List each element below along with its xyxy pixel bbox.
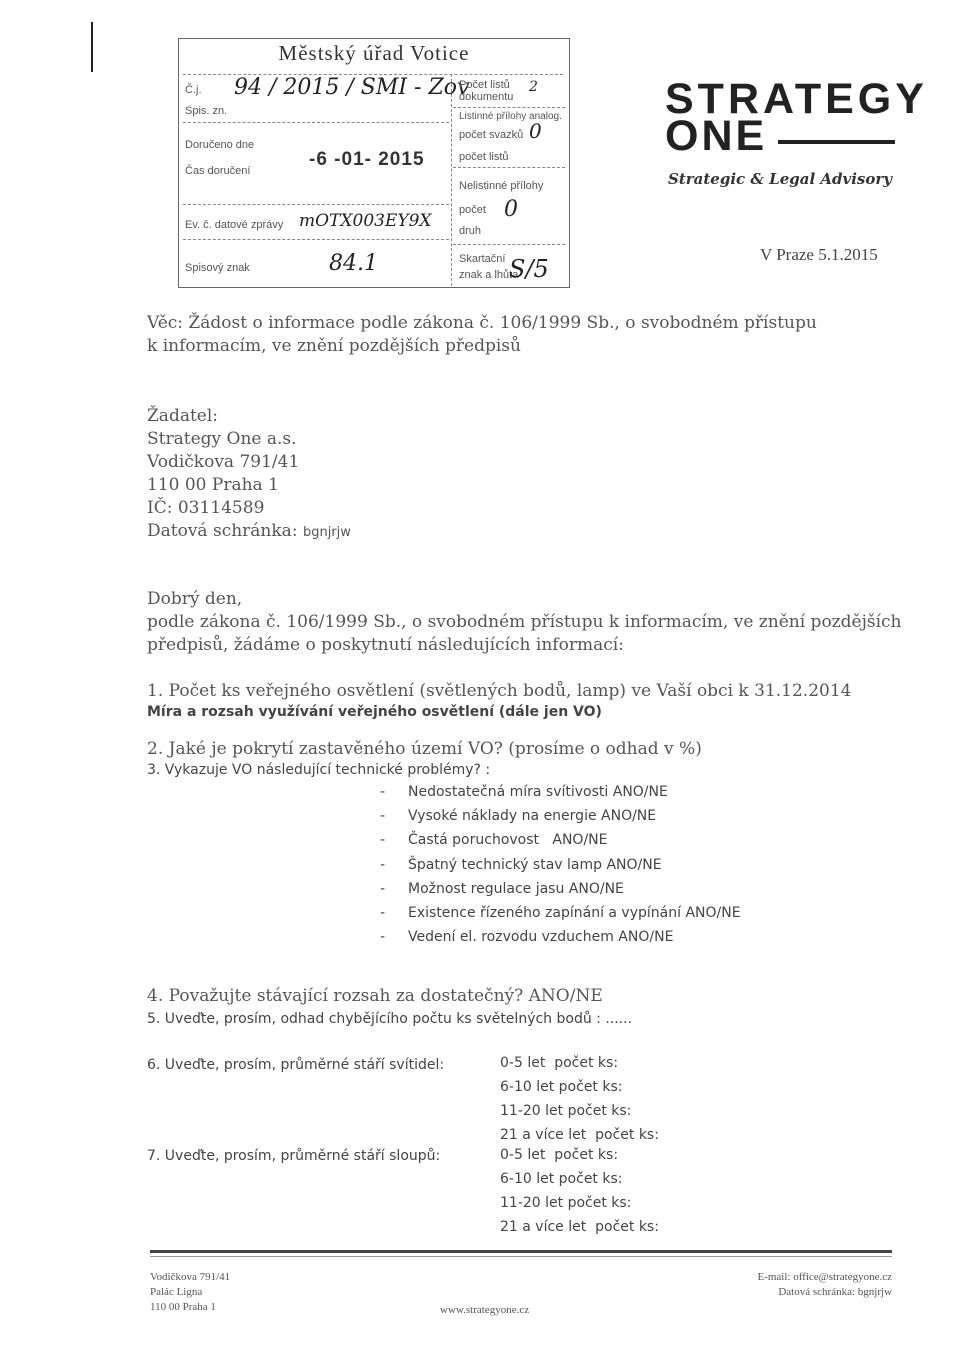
problem-dash: - xyxy=(380,856,386,873)
logo-subtitle: ONE xyxy=(665,112,768,160)
subject xyxy=(147,312,817,358)
problem-item xyxy=(380,828,800,852)
place-date: V Praze 5.1.2015 xyxy=(760,245,878,264)
problem-dash: - xyxy=(380,929,386,946)
age-group: 6-10 let počet ks: xyxy=(500,1171,623,1187)
intro xyxy=(147,611,901,657)
question-1: 1. Počet ks veřejného osvětlení (světlených bodů, lamp) ve Vaší obci k 31.12.2014 xyxy=(147,681,852,701)
stamp-hand-pocet: 0 xyxy=(504,197,518,222)
question-2: 2. Jaké je pokrytí zastavěného území VO? (prosíme o odhad v %) xyxy=(147,739,702,759)
problem-item xyxy=(380,853,800,877)
question-4: 4. Považujte stávající rozsah za dostatečný? ANO/NE xyxy=(147,986,603,1006)
question-7: 7. Uveďte, prosím, průměrné stáří sloupů: xyxy=(147,1148,441,1164)
age-groups-sloupy xyxy=(500,1143,659,1239)
problem-text: Častá poruchovost ANO/NE xyxy=(408,832,608,849)
stamp-label-pocet-svazku: počet svazků xyxy=(459,129,524,141)
footer-email: E-mail: office@strategyone.cz xyxy=(757,1271,892,1283)
stamp-label-druh: druh xyxy=(459,225,482,237)
age-group: 0-5 let počet ks: xyxy=(500,1055,619,1071)
problem-item xyxy=(380,804,800,828)
logo-underline xyxy=(778,140,895,144)
problem-text: Vysoké náklady na energie ANO/NE xyxy=(408,808,657,825)
stamp-title: Městský úřad Votice xyxy=(278,41,470,65)
problem-list xyxy=(380,780,800,949)
footer-website: www.strategyone.cz xyxy=(440,1304,530,1316)
question-3: 3. Vykazuje VO následující technické problémy? : xyxy=(147,762,491,778)
problem-item xyxy=(380,925,800,949)
problem-text: Vedení el. rozvodu vzduchem ANO/NE xyxy=(408,929,674,946)
stamp-hand-skartacni: S/5 xyxy=(509,255,549,283)
stamp-label-doruceno: Doručeno dne xyxy=(185,139,255,151)
stamp-label-pocet-listu2: počet listů xyxy=(459,151,509,163)
age-group: 11-20 let počet ks: xyxy=(500,1103,632,1119)
problem-text: Špatný technický stav lamp ANO/NE xyxy=(408,856,662,873)
logo-tagline: Strategic & Legal Advisory xyxy=(668,170,892,188)
problem-dash: - xyxy=(380,880,386,897)
footer-contact xyxy=(620,1270,892,1300)
age-group: 21 a více let počet ks: xyxy=(500,1219,659,1235)
greeting: Dobrý den, xyxy=(147,589,243,609)
registry-stamp xyxy=(178,38,570,288)
requester-city: 110 00 Praha 1 xyxy=(147,475,279,495)
age-group: 11-20 let počet ks: xyxy=(500,1195,632,1211)
requester-street: Vodičkova 791/41 xyxy=(147,452,300,472)
stamp-label-cj: Č.j. xyxy=(185,84,202,96)
requester-databox-label: Datová schránka: xyxy=(147,521,303,541)
problem-text: Možnost regulace jasu ANO/NE xyxy=(408,880,624,897)
problem-text: Existence řízeného zapínání a vypínání ANO/NE xyxy=(408,905,741,922)
stamp-hand-pocet-svazku: 0 xyxy=(529,119,542,143)
stamp-label-skartacni: Skartační znak a lhůta xyxy=(459,253,519,281)
problem-dash: - xyxy=(380,784,386,801)
logo-title: STRATEGY xyxy=(665,75,928,123)
requester-databox-value: bgnjrjw xyxy=(302,525,351,540)
requester-block xyxy=(147,405,351,544)
problem-item xyxy=(380,780,800,804)
subject-line1: Věc: Žádost o informace podle zákona č. 106/1999 Sb., o svobodném přístupu xyxy=(147,313,817,333)
footer-databox: Datová schránka: bgnjrjw xyxy=(778,1286,892,1298)
stamp-hand-cj: 94 / 2015 / SMI - Zov xyxy=(234,75,470,100)
stamp-label-pocet: počet xyxy=(459,204,486,216)
stamp-label-listinne: Listinné přílohy analog. xyxy=(459,111,562,122)
requester-ic: IČ: 03114589 xyxy=(147,498,265,518)
footer-rule xyxy=(150,1250,892,1253)
question-6: 6. Uveďte, prosím, průměrné stáří svítidel: xyxy=(147,1057,445,1073)
stamp-hand-pocet-listu: 2 xyxy=(529,79,538,95)
intro-line2: předpisů, žádáme o poskytnutí následujících informací: xyxy=(147,635,624,655)
question-1-note: Míra a rozsah využívání veřejného osvětlení (dále jen VO) xyxy=(147,704,602,720)
problem-dash: - xyxy=(380,905,386,922)
footer-address-line: 110 00 Praha 1 xyxy=(150,1301,216,1313)
problem-item xyxy=(380,877,800,901)
age-groups-svitidla xyxy=(500,1051,659,1147)
scan-mark xyxy=(91,22,93,72)
footer-address xyxy=(150,1270,230,1315)
requester-label: Žadatel: xyxy=(147,406,219,426)
intro-line1: podle zákona č. 106/1999 Sb., o svobodném přístupu k informacím, ve znění pozdějších xyxy=(147,612,902,632)
problem-dash: - xyxy=(380,832,386,849)
footer-address-line: Palác Ligna xyxy=(150,1286,203,1298)
footer-address-line: Vodičkova 791/41 xyxy=(150,1271,231,1283)
footer-rule-thin xyxy=(150,1256,892,1257)
stamp-label-spisovy: Spisový znak xyxy=(185,262,250,274)
age-group: 0-5 let počet ks: xyxy=(500,1147,619,1163)
age-group: 21 a více let počet ks: xyxy=(500,1127,659,1143)
subject-line2: k informacím, ve znění pozdějších předpisů xyxy=(147,336,521,356)
requester-name: Strategy One a.s. xyxy=(147,429,297,449)
requester-databox xyxy=(147,520,351,544)
question-5: 5. Uveďte, prosím, odhad chybějícího počtu ks světelných bodů : ...... xyxy=(147,1011,633,1027)
stamp-date: -6 -01- 2015 xyxy=(309,149,425,170)
stamp-label-cas: Čas doručení xyxy=(185,165,251,177)
stamp-hand-ev: mOTX003EY9X xyxy=(299,211,432,231)
stamp-hand-spisovy: 84.1 xyxy=(329,251,378,276)
age-group: 6-10 let počet ks: xyxy=(500,1079,623,1095)
problem-item xyxy=(380,901,800,925)
problem-dash: - xyxy=(380,808,386,825)
problem-text: Nedostatečná míra svítivosti ANO/NE xyxy=(408,784,668,801)
stamp-label-spis: Spis. zn. xyxy=(185,105,228,117)
stamp-label-pocet-listu: Počet listů dokumentu xyxy=(459,79,514,103)
stamp-label-ev: Ev. č. datové zprávy xyxy=(185,219,284,231)
stamp-label-nelistinne: Nelistinné přílohy xyxy=(459,180,544,192)
